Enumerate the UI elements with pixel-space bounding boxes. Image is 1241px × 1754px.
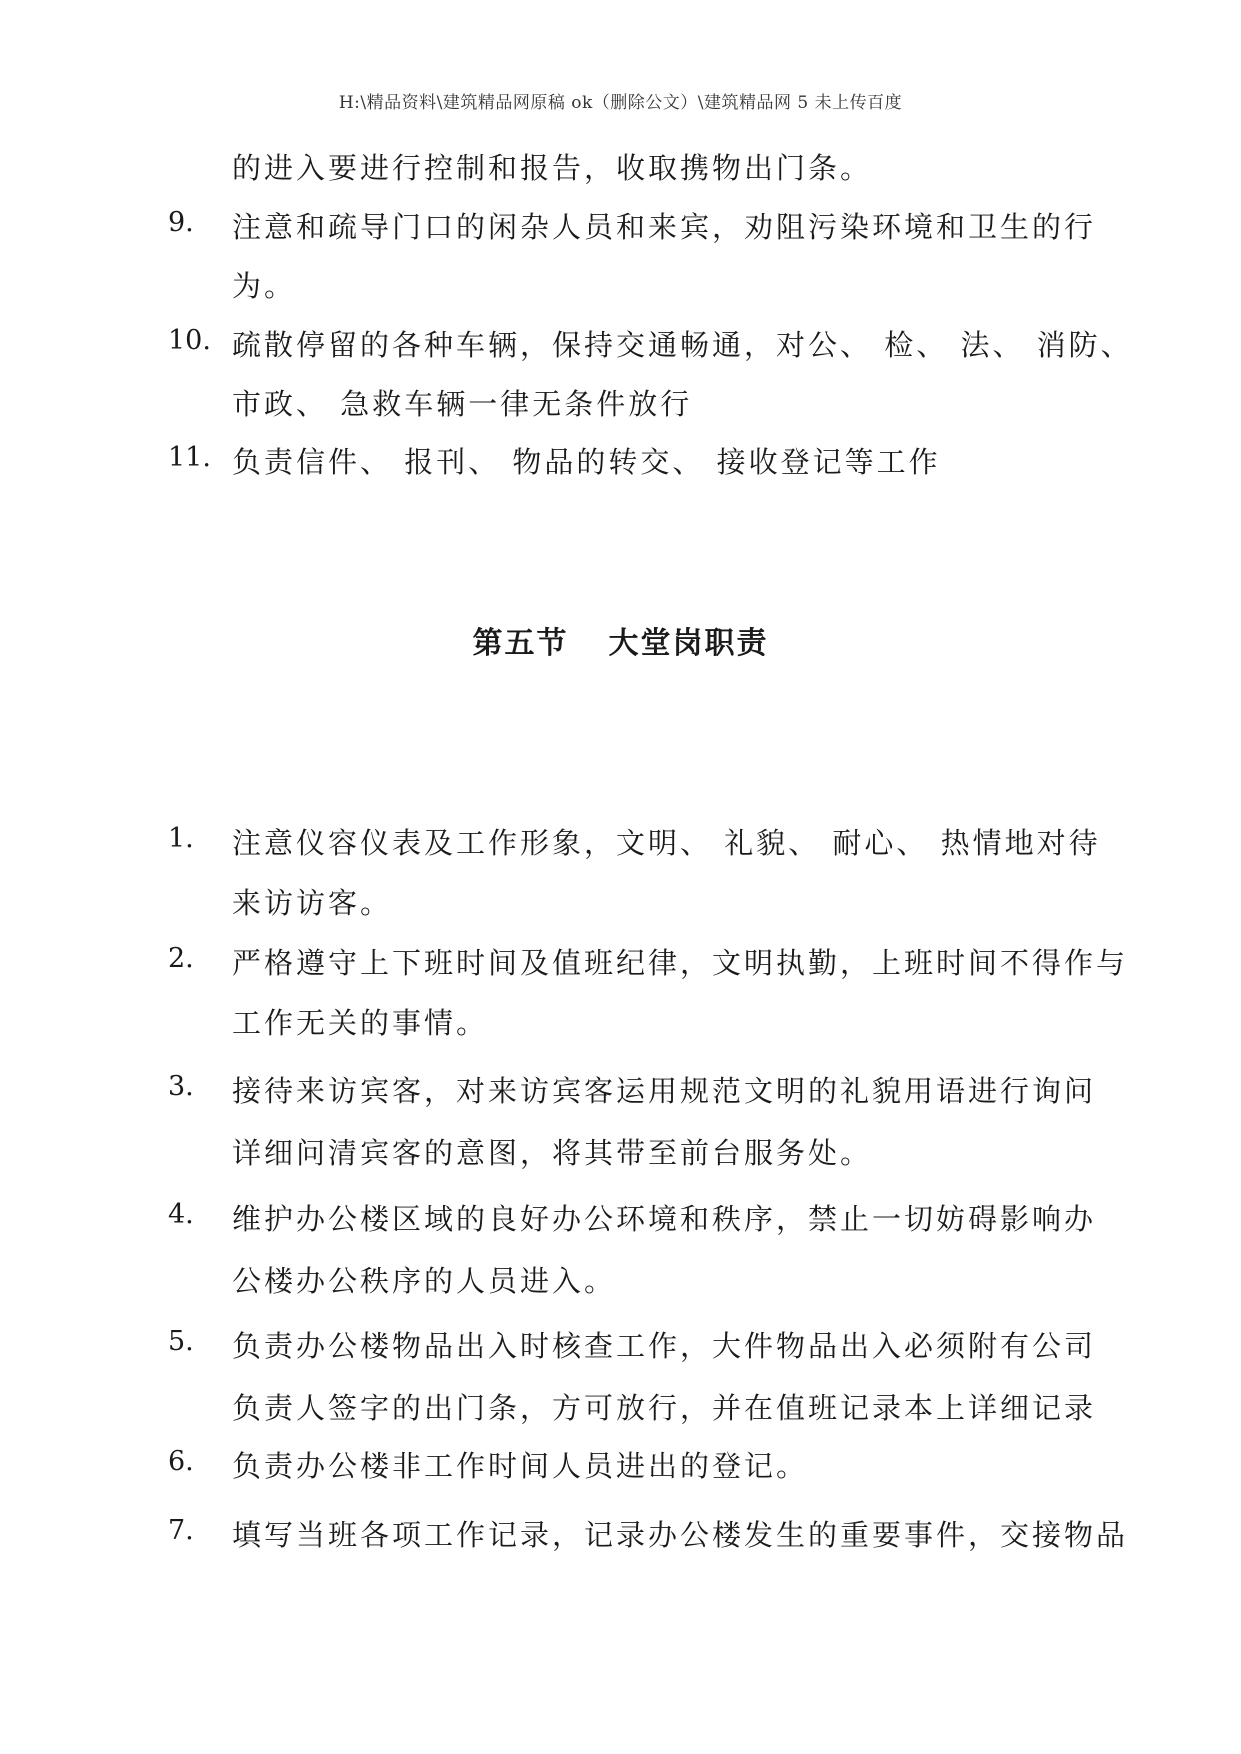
list-item-line: 公楼办公秩序的人员进入。 xyxy=(232,1264,617,1298)
list-item-line: 维护办公楼区域的良好办公环境和秩序，禁止一切妨碍影响办 xyxy=(232,1202,1097,1236)
list-item-line: 注意和疏导门口的闲杂人员和来宾，劝阻污染环境和卫生的行 xyxy=(232,210,1097,244)
list-item-line: 负责人签字的出门条，方可放行，并在值班记录本上详细记录 xyxy=(232,1391,1097,1425)
section-heading xyxy=(0,618,1241,662)
list-item-line: 工作无关的事情。 xyxy=(232,1006,489,1040)
list-item-line: 负责办公楼非工作时间人员进出的登记。 xyxy=(232,1449,809,1483)
list-item-line: 接待来访宾客，对来访宾客运用规范文明的礼貌用语进行询问 xyxy=(232,1074,1097,1108)
list-item-line: 注意仪容仪表及工作形象，文明、 礼貌、 耐心、 热情地对待 xyxy=(232,826,1101,860)
list-item-number: 7. xyxy=(168,1515,194,1546)
continuation-line: 的进入要进行控制和报告，收取携物出门条。 xyxy=(232,151,873,185)
list-item-line: 严格遵守上下班时间及值班纪律，文明执勤，上班时间不得作与 xyxy=(232,946,1129,980)
list-item-line: 负责信件、 报刊、 物品的转交、 接收登记等工作 xyxy=(232,445,941,479)
list-item-line: 来访访客。 xyxy=(232,886,393,920)
list-item-line: 填写当班各项工作记录，记录办公楼发生的重要事件，交接物品 xyxy=(232,1518,1129,1552)
header-file-path: H:\精品资料\建筑精品网原稿 ok（删除公文）\建筑精品网 5 未上传百度 xyxy=(338,93,903,113)
list-item-number: 10. xyxy=(168,325,211,356)
list-item-number: 2. xyxy=(168,943,194,974)
list-item-number: 1. xyxy=(168,823,194,854)
section-number: 第五节 xyxy=(472,626,569,661)
list-item-number: 4. xyxy=(168,1199,194,1230)
list-item-line: 详细问清宾客的意图，将其带至前台服务处。 xyxy=(232,1136,873,1170)
section-title: 大堂岗职责 xyxy=(608,626,769,661)
list-item-number: 6. xyxy=(168,1446,194,1477)
list-item-line: 为。 xyxy=(232,269,297,303)
list-item-line: 疏散停留的各种车辆，保持交通畅通，对公、 检、 法、 消防、 xyxy=(232,328,1133,362)
list-item-number: 3. xyxy=(168,1071,194,1102)
list-item-line: 负责办公楼物品出入时核查工作，大件物品出入必须附有公司 xyxy=(232,1329,1097,1363)
list-item-number: 5. xyxy=(168,1326,194,1357)
list-item-number: 9. xyxy=(168,207,194,238)
list-item-number: 11. xyxy=(168,442,211,473)
list-item-line: 市政、 急救车辆一律无条件放行 xyxy=(232,387,693,421)
